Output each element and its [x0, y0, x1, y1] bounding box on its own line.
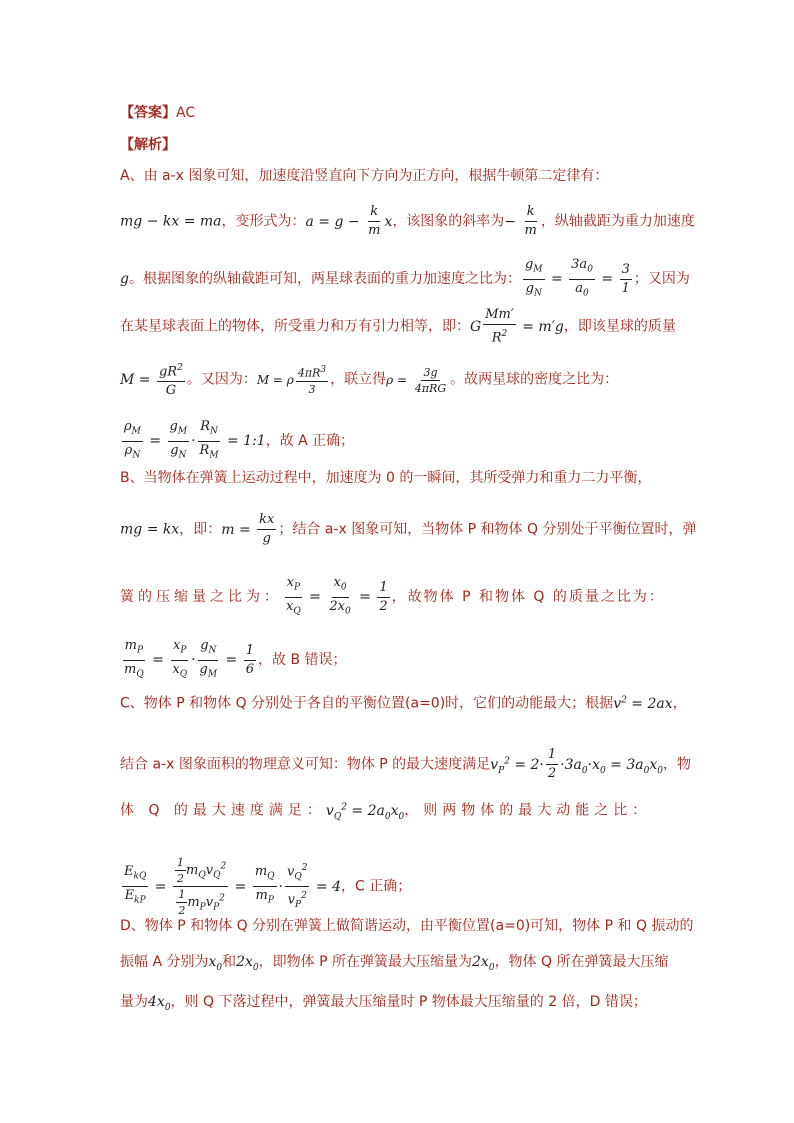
answer-line [120, 103, 195, 123]
formula: − $\frac{k}{m}$ [504, 204, 537, 238]
formula: M = $\frac{gR^2}{G}$ [120, 372, 187, 388]
formula: ρ = $\frac{3g}{\text{4πRG}}$ [386, 365, 447, 395]
part-a-line-4: 在某星球表面上的物体，所受重力和万有引力相等，即：G $\frac{Mm'}{R^2}$ = m′g，即该星球的质量 [120, 307, 676, 346]
formula: g [120, 271, 129, 288]
formula: $v^2 = 2ax$ [613, 695, 673, 712]
part-c-line-2: 结合 a-x 图象面积的物理意义可知：物体 P 的最大速度满足$v_P^2 = 2\cdot$ $\frac{1}{2}$ $\cdot 3a_0\cdot x_0 = 3a_0x_0$，物 [120, 747, 691, 781]
part-b-line-4: $\frac{m_P}{m_Q}$ = $\frac{x_P}{x_Q}$ · $\frac{g_N}{g_M}$ = $\frac{1}{6}$ ，故 B 错误； [120, 637, 347, 683]
part-b-line-2: mg = kx，即：m = $\frac{kx}{g}$ ；结合 a-x 图象可知，当物体 P 和物体 Q 分别处于平衡位置时，弹 [120, 512, 697, 546]
formula: $\frac{m_P}{m_Q}$ = $\frac{x_P}{x_Q}$ · $\frac{g_N}{g_M}$ = $\frac{1}{6}$ [124, 638, 255, 680]
part-a-line-3: g。根据图象的纵轴截距可知，两星球表面的重力加速度之比为： $\frac{g_M}{g_N}$ = $\frac{3a_0}{a_0}$ = $\frac{3}{1}$ ；又因为 [120, 257, 690, 299]
part-a-line-2: mg − kx = ma，变形式为：a = g − $\frac{k}{m}$ x，该图象的斜率为− $\frac{k}{m}$ ，纵轴截距为重力加速度 [120, 204, 695, 238]
formula: $\frac{E_{kQ}}{E_{kP}}$ = $\frac{1}{2}$ $m_Qv_Q^2$ $\frac{1}{2}$ $m_Pv_P^2$ = $\frac{m_Q}{m_P}$ · $\frac{v_Q^2}{v_P^2}$ = 4 [124, 856, 342, 917]
formula: $v_Q^2 = 2a_0x_0$ [325, 802, 405, 822]
answer-label: 【答案】 [120, 105, 176, 121]
part-b-line-1: B、当物体在弹簧上运动过程中，加速度为 0 的一瞬间，其所受弹力和重力二力平衡， [120, 470, 652, 486]
formula: a = g − $\frac{k}{m}$ x [305, 204, 393, 238]
part-a-line-1: A、由 a-x 图象可知，加速度沿竖直向下方向为正方向，根据牛顿第二定律有： [120, 168, 609, 184]
formula: G $\frac{Mm'}{R^2}$ = m′g [470, 307, 564, 346]
part-b-line-3: 簧的压缩量之比为： $\frac{x_P}{x_Q}$ = $\frac{x_0}{2x_0}$ = $\frac{1}{2}$ ，故物体 P 和物体 Q 的质量之比为： [120, 575, 665, 617]
formula: mg − kx = ma [120, 213, 222, 230]
formula: $2x_0$ [236, 954, 259, 973]
part-d-line-1: D、物体 P 和物体 Q 分别在弹簧上做简谐运动，由平衡位置(a=0)可知，物体 P 和 Q 振动的 [120, 918, 694, 934]
part-c-line-4: $\frac{E_{kQ}}{E_{kP}}$ = $\frac{1}{2}$ $m_Qv_Q^2$ $\frac{1}{2}$ $m_Pv_P^2$ = $\frac{m_Q}{m_P}$ · $\frac{v_Q^2}{v_P^2}$ = 4，C 正确； [120, 855, 411, 918]
part-a-line-5: M = $\frac{gR^2}{G}$ 。又因为：M = ρ $\frac{4\pi R^3}{3}$ ，联立得ρ = $\frac{3g}{\text{4πRG}}$ 。故两星球的密度之比为： [120, 359, 618, 400]
formula: $\frac{g_M}{g_N}$ = $\frac{3a_0}{a_0}$ = $\frac{3}{1}$ [524, 257, 630, 299]
formula: $v_P^2 = 2\cdot$ $\frac{1}{2}$ $\cdot 3a_0\cdot x_0 = 3a_0x_0$ [490, 747, 663, 781]
analysis-label: 【解析】 [120, 137, 176, 153]
part-a-line-6: $\frac{\rho_M}{\rho_N}$ = $\frac{g_M}{g_N}$ · $\frac{R_N}{R_M}$ = 1:1，故 A 正确； [120, 418, 354, 464]
part-d-line-2: 振幅 A 分别为$x_0$和$2x_0$，即物体 P 所在弹簧最大压缩量为$2x_0$，物体 Q 所在弹簧最大压缩 [120, 954, 669, 973]
formula: $\frac{x_P}{x_Q}$ = $\frac{x_0}{2x_0}$ = $\frac{1}{2}$ [286, 575, 388, 617]
answer-value: AC [176, 105, 196, 121]
formula: M = ρ $\frac{4\pi R^3}{3}$ [256, 365, 327, 396]
part-d-line-3: 量为$4x_0$，则 Q 下落过程中，弹簧最大压缩量时 P 物体最大压缩量的 2 倍，D 错误； [120, 994, 647, 1013]
formula: $x_0$ [208, 954, 223, 973]
formula: mg = kx [120, 521, 180, 538]
part-c-line-3: 体 Q 的最大速度满足：$v_Q^2 = 2a_0x_0$，则两物体的最大动能之比： [120, 802, 652, 822]
formula: $2x_0$ [472, 954, 495, 973]
formula: $\frac{\rho_M}{\rho_N}$ = $\frac{g_M}{g_N}$ · $\frac{R_N}{R_M}$ = 1:1 [124, 419, 266, 461]
part-c-line-1: C、物体 P 和物体 Q 分别处于各自的平衡位置(a=0)时，它们的动能最大；根据$v^2 = 2ax$， [120, 695, 687, 712]
formula: $4x_0$ [148, 994, 171, 1013]
formula: m = $\frac{kx}{g}$ [221, 512, 275, 546]
